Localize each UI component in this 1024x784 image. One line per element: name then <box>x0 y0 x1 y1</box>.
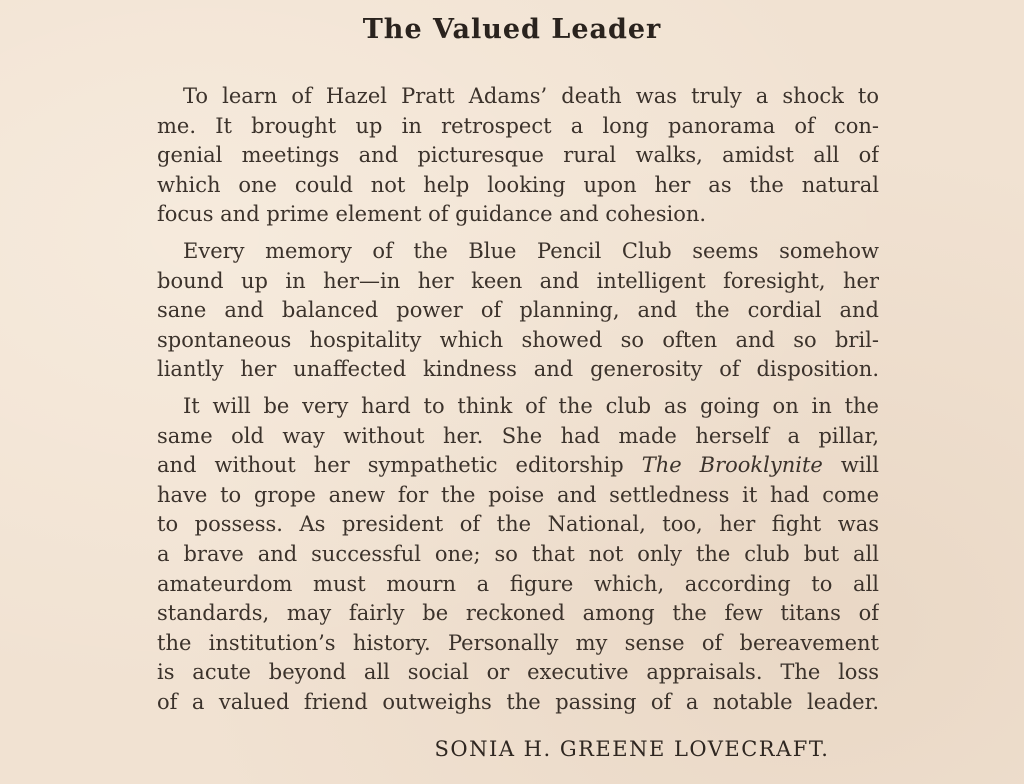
paragraph-1-line-2: me. It brought up in retrospect a long panorama of con- <box>157 113 879 138</box>
article-title: The Valued Leader <box>362 14 662 45</box>
paragraph-2-line-3: sane and balanced power of planning, and the cordial and <box>157 298 879 323</box>
paragraph-3-line-10: is acute beyond all social or executive appraisals. The loss <box>157 660 879 685</box>
paragraph-1-line-5: focus and prime element of guidance and cohesion. <box>157 202 707 227</box>
paragraph-3-line-8: standards, may fairly be reckoned among the few titans of <box>157 601 879 626</box>
paragraph-spacer <box>157 230 879 237</box>
article-body <box>157 82 879 717</box>
paragraph-1-line-3: genial meetings and picturesque rural walks, amidst all of <box>157 143 879 168</box>
paragraph-3-line-2: same old way without her. She had made herself a pillar, <box>157 423 879 448</box>
author-signature: SONIA H. GREENE LOVECRAFT. <box>434 737 830 761</box>
paragraph-3-line-6: a brave and successful one; so that not only the club but all <box>157 541 879 566</box>
paragraph-3-line-4: have to grope anew for the poise and settledness it had come <box>157 482 879 507</box>
paragraph-2-line-4: spontaneous hospitality which showed so often and so bril- <box>157 327 879 352</box>
paragraph-1-line-1: To learn of Hazel Pratt Adams’ death was truly a shock to <box>183 84 879 108</box>
paragraph-2-line-5: liantly her unaffected kindness and generosity of disposition. <box>157 357 879 382</box>
publication-title-brooklynite: The Brooklynite <box>641 453 823 478</box>
paragraph-2-line-1: Every memory of the Blue Pencil Club seems somehow <box>183 238 879 263</box>
paragraph-spacer <box>157 385 879 392</box>
paragraph-3-line-3-after: will <box>822 453 879 478</box>
paragraph-2-line-2: bound up in her—in her keen and intelligent foresight, her <box>157 268 879 293</box>
paragraph-3-line-9: the institution’s history. Personally my sense of bereavement <box>157 630 879 655</box>
paragraph-3-line-3 <box>157 451 879 481</box>
paragraph-3-line-7: amateurdom must mourn a figure which, according to all <box>157 571 879 596</box>
paragraph-3-line-1: It will be very hard to think of the club as going on in the <box>183 393 879 418</box>
paragraph-3-line-11: of a valued friend outweighs the passing of a notable leader. <box>157 689 879 714</box>
paragraph-3-line-3-before: and without her sympathetic editorship <box>157 453 642 478</box>
paragraph-1-line-4: which one could not help looking upon her as the natural <box>157 172 879 197</box>
paragraph-3-line-5: to possess. As president of the National, too, her fight was <box>157 512 879 537</box>
